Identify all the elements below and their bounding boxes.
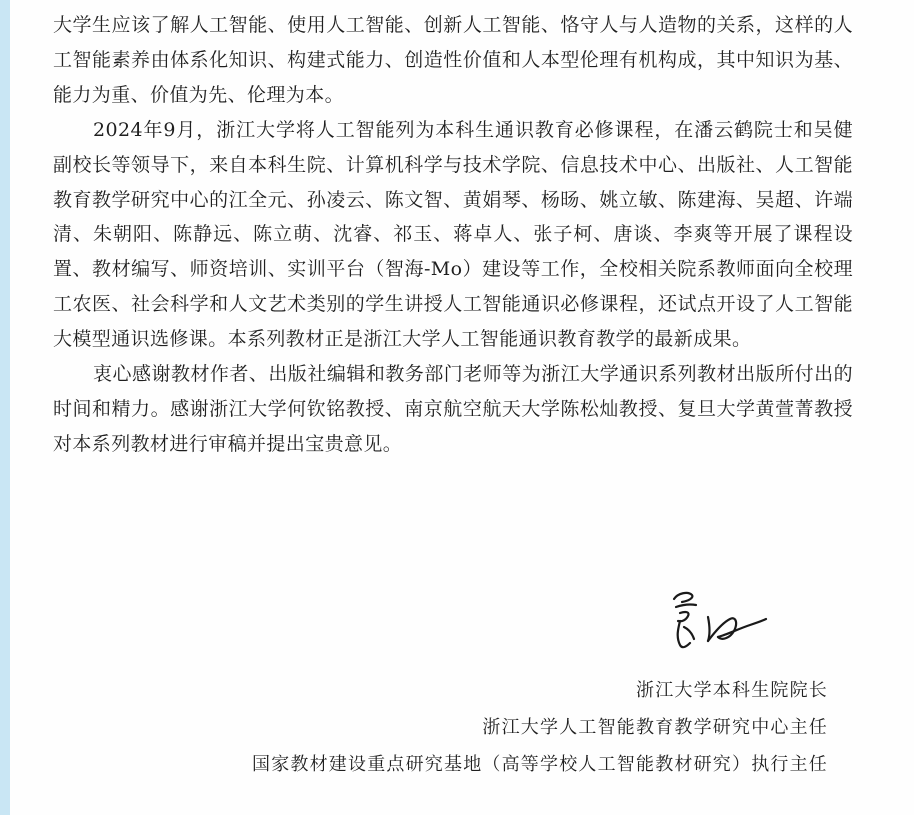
signer-title-1: 浙江大学本科生院院长 bbox=[636, 680, 828, 701]
paragraph-3: 衷心感谢教材作者、出版社编辑和教务部门老师等为浙江大学通识系列教材出版所付出的时间和精力。感谢浙江大学何钦铭教授、南京航空航天大学陈松灿教授、复旦大学黄萱菁教授对本系列教材进行审稿并提出宝贵意见。 bbox=[53, 363, 853, 455]
signer-title-2: 浙江大学人工智能教育教学研究中心主任 bbox=[482, 717, 828, 738]
handwritten-signature-icon bbox=[666, 585, 776, 655]
paragraph-2: 2024年9月，浙江大学将人工智能列为本科生通识教育必修课程，在潘云鹤院士和吴健副校长等领导下，来自本科生院、计算机科学与技术学院、信息技术中心、出版社、人工智能教育教学研究中心的江全元、孙凌云、陈文智、黄娟琴、杨旸、姚立敏、陈建海、吴超、许端清、朱朝阳、陈静远、陈立萌、沈睿、祁玉、蒋卓人、张子柯、唐谈、李爽等开展了课程设置、教材编写、师资培训、实训平台（智海-Mo）建设等工作，全校相关院系教师面向全校理工农医、社会科学和人文艺术类别的学生讲授人工智能通识必修课程，还试点开设了人工智能大模型通识选修课。本系列教材正是浙江大学人工智能通识教育教学的最新成果。 bbox=[53, 118, 853, 351]
signer-title-3: 国家教材建设重点研究基地（高等学校人工智能教材研究）执行主任 bbox=[252, 754, 828, 775]
paragraph-1: 大学生应该了解人工智能、使用人工智能、创新人工智能、恪守人与人造物的关系，这样的人工智能素养由体系化知识、构建式能力、创造性价值和人本型伦理有机构成，其中知识为基、能力为重、价值为先、伦理为本。 bbox=[53, 14, 853, 106]
page-edge-stripe bbox=[0, 0, 10, 815]
signer-titles bbox=[252, 672, 828, 783]
document-body bbox=[53, 8, 853, 462]
